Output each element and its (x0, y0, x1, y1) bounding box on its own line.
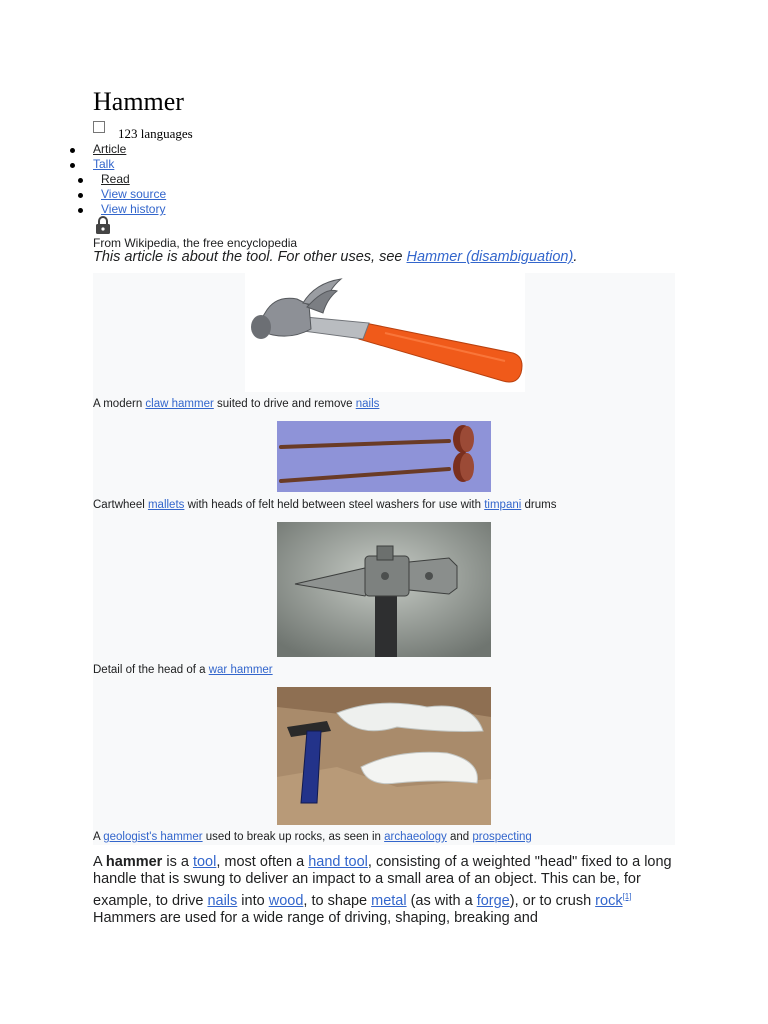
language-checkbox[interactable] (93, 121, 105, 133)
caption-text: Cartwheel (93, 499, 148, 511)
caption-text: drums (521, 499, 557, 511)
link-tool[interactable]: tool (192, 854, 217, 870)
disambiguation-link[interactable]: Hammer (disambiguation) (406, 249, 574, 265)
caption-war-hammer (93, 664, 273, 676)
image-gallery (93, 273, 675, 845)
link-metal[interactable]: metal (371, 893, 407, 909)
caption-text: suited to drive and remove (213, 398, 356, 410)
link-hand-tool[interactable]: hand tool (308, 854, 368, 870)
link-nails-body[interactable]: nails (207, 893, 238, 909)
caption-mallets (93, 499, 556, 511)
tab-view-history[interactable]: View history (101, 202, 166, 216)
link-mallets[interactable]: mallets (147, 499, 185, 511)
page-title: Hammer (93, 87, 184, 116)
caption-text: and (446, 831, 473, 843)
war-hammer-image[interactable] (277, 522, 491, 657)
link-geologists-hammer[interactable]: geologist's hammer (103, 831, 203, 843)
body-text: A (93, 854, 106, 870)
lead-paragraph (93, 854, 673, 927)
link-archaeology[interactable]: archaeology (384, 831, 447, 843)
tab-view-source[interactable]: View source (101, 187, 167, 201)
link-forge[interactable]: forge (476, 893, 510, 909)
bullet (78, 193, 83, 198)
tab-talk[interactable]: Talk (93, 157, 115, 171)
body-text: , most often a (216, 854, 309, 870)
bullet (70, 163, 75, 168)
body-text: , to shape (303, 893, 372, 909)
languages-label[interactable]: 123 languages (118, 126, 193, 141)
body-text: Hammers are used for a wide range of driving, shaping, breaking and (93, 910, 538, 926)
link-prospecting[interactable]: prospecting (472, 831, 532, 843)
caption-text: with heads of felt held between steel washers for use with (184, 499, 485, 511)
tab-article[interactable]: Article (93, 142, 127, 156)
link-wood[interactable]: wood (268, 893, 304, 909)
link-timpani[interactable]: timpani (484, 499, 522, 511)
claw-hammer-image[interactable] (245, 273, 525, 392)
link-claw-hammer[interactable]: claw hammer (145, 398, 214, 410)
geologists-hammer-image[interactable] (277, 687, 491, 825)
hatnote-text: This article is about the tool. For other uses, see (93, 249, 403, 265)
tab-read[interactable]: Read (101, 172, 130, 186)
caption-text: Detail of the head of a (93, 664, 209, 676)
body-text: is a (162, 854, 193, 870)
hatnote (93, 249, 577, 265)
link-nails[interactable]: nails (355, 398, 380, 410)
caption-claw-hammer (93, 398, 379, 410)
link-war-hammer[interactable]: war hammer (208, 664, 273, 676)
caption-text: used to break up rocks, as seen in (202, 831, 385, 843)
body-text: , consisting of a weighted "head" fixed to a long handle that is swung to deliver an impact to a small area of an object. This can be, for example, to drive (93, 854, 672, 909)
caption-geologists-hammer (93, 831, 532, 843)
lock-icon (95, 216, 111, 235)
caption-text: A (93, 831, 104, 843)
mallets-image[interactable] (277, 421, 491, 492)
body-text: ), or to crush (509, 893, 596, 909)
body-text: into (237, 893, 269, 909)
bullet (78, 178, 83, 183)
caption-text: A modern (93, 398, 146, 410)
tagline: From Wikipedia, the free encyclopedia (93, 236, 298, 250)
body-text: (as with a (406, 893, 477, 909)
reference-link[interactable]: [1] (622, 892, 632, 901)
bullet (78, 208, 83, 213)
hatnote-end: . (573, 249, 578, 265)
bold-term: hammer (105, 854, 163, 870)
bullet (70, 148, 75, 153)
link-rock[interactable]: rock (595, 893, 623, 909)
